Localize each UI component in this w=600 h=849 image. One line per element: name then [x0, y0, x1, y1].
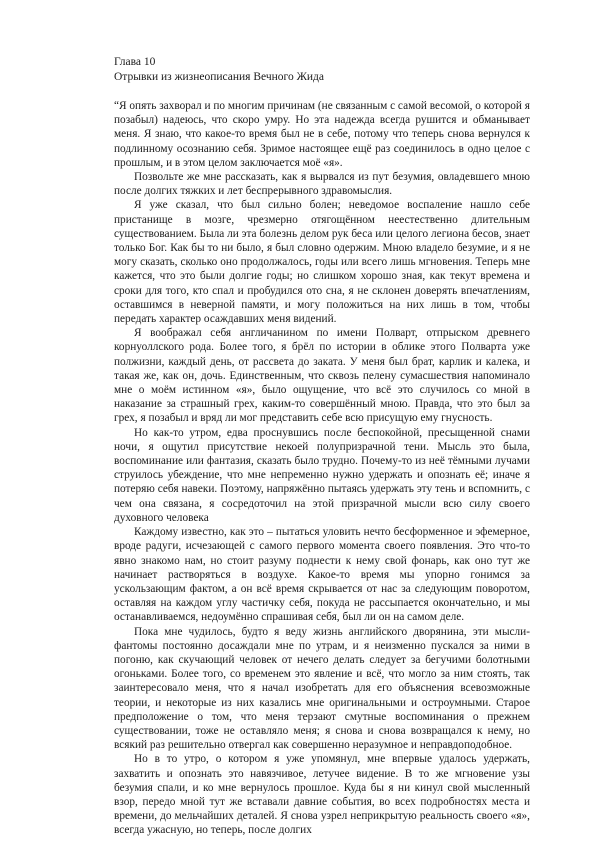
- paragraph-3: Я уже сказал, что был сильно болен; неведомое воспаление нашло себе пристанище в мозге, чрезмерно отягощённом неестественно длительным существованием. Была ли эта болезнь делом рук беса или целого легиона бесов, знает только Бог. Как бы то ни было, я был словно одержим. Мною владело безумие, и я не могу сказать, сколько оно продолжалось, годы или всего лишь мгновения. Теперь мне кажется, что это были долгие годы; но слишком хорошо зная, как текут времена и сроки для того, кто спал и пробудился ото сна, я не склонен доверять впечатлениям, оставшимся в неверной памяти, и могу положиться на них лишь в том, чтобы передать характер осаждавших меня видений.: [114, 199, 530, 326]
- paragraph-5: Но как-то утром, едва проснувшись после беспокойной, пресыщенной снами ночи, я ощутил присутствие некоей полупризрачной тени. Мысль это была, воспоминание или фантазия, сказать было трудно. Почему-то из неё тёмными лучами струилось убеждение, что мне непременно нужно удержать и опознать её; иначе я потеряю себя навеки. Поэтому, напряжённо пытаясь удержать эту тень и вспомнить, с чем она связана, я сосредоточил на этой призрачной мысли всю силу своего духовного человека: [114, 426, 530, 524]
- paragraph-7: Пока мне чудилось, будто я веду жизнь английского дворянина, эти мысли-фантомы постоянно досаждали мне по утрам, и я неизменно пускался за ними в погоню, как скучающий человек от нечего делать следует за бегучими болотными огоньками. Более того, со временем это явление и всё, что могло за ним стоять, так заинтересовало меня, что я начал изобретать для его объяснения всевозможные теории, и некоторые из них казались мне оригинальными и остроумными. Старое предположение о том, что меня терзают смутные воспоминания о прежнем существовании, тоже не оставляло меня; я снова и снова возвращался к нему, но всякий раз решительно отвергал как совершенно неразумное и неправдоподобное.: [114, 625, 530, 752]
- chapter-subtitle: Отрывки из жизнеописания Вечного Жида: [114, 70, 324, 83]
- chapter-heading: Глава 10: [114, 56, 156, 68]
- paragraph-6: Каждому известно, как это – пытаться уловить нечто бесформенное и эфемерное, вроде радуги, исчезающей с самого первого момента своего появления. Это что-то явно знакомо нам, но стоит разуму поднести к нему свой фонарь, как оно тут же начинает растворяться в воздухе. Какое-то время мы упорно гонимся за ускользающим фактом, а он всё время скрывается от нас за следующим поворотом, оставляя на каждом углу частичку себя, покуда не рассыпается окончательно, и мы останавливаемся, недоумённо спрашивая себя, был ли он на самом деле.: [114, 526, 530, 624]
- document-page: [114, 55, 530, 838]
- paragraph-4: Я воображал себя англичанином по имени Полварт, отпрыском древнего корнуоллского рода. Более того, я брёл по истории в облике этого Полварта уже полжизни, каждый день, от рассвета до заката. У меня был брат, карлик и калека, и такая же, как он, дочь. Единственным, что сквозь пелену сумасшествия напоминало мне о моём истинном «я», было ощущение, что всё это случилось со мной в наказание за страшный грех, каким-то совершённый мною. Правда, что это был за грех, я позабыл и вряд ли мог представить себе всю присущую ему гнусность.: [114, 327, 530, 425]
- paragraph-1: “Я опять захворал и по многим причинам (не связанным с самой весомой, о которой я позабыл) надеюсь, что скоро умру. Но эта надежда всегда рушится и обманывает меня. Я знаю, что какое-то время был не в себе, потому что теперь снова вернулся к подлинному осознанию себя. Зримое настоящее ещё раз соединилось в одно целое с прошлым, и в этом целом заключается моё «я».: [114, 100, 530, 169]
- paragraph-8: Но в то утро, о котором я уже упомянул, мне впервые удалось удержать, захватить и опознать это навязчивое, летучее видение. В то же мгновение узы безумия спали, и ко мне вернулось прошлое. Куда бы я ни кинул свой мысленный взор, передо мной тут же вставали давние события, во всех подробностях места и времени, до мельчайших деталей. Я снова узрел неприкрытую реальность своего «я», всегда ужасную, но теперь, после долгих: [114, 753, 530, 837]
- paragraph-2: Позвольте же мне рассказать, как я вырвался из пут безумия, овладевшего мною после долгих тяжких и лет беспрерывного здравомыслия.: [114, 171, 530, 198]
